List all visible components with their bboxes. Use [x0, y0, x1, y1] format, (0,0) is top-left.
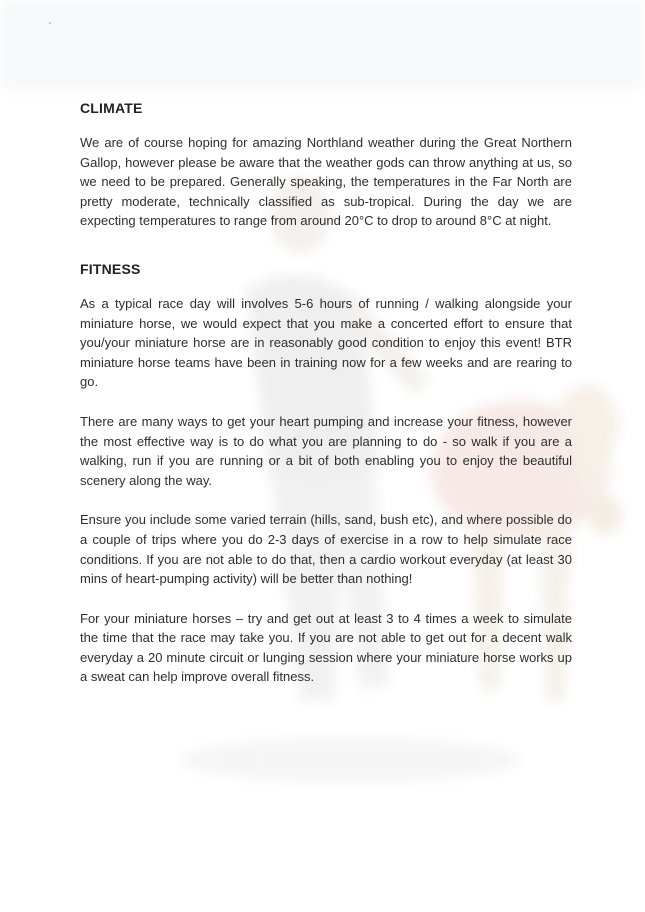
- fitness-paragraph-1: As a typical race day will involves 5-6 hours of running / walking alongside your miniature horse, we would expect that you make a concerted effort to ensure that you/your miniature horse are in reasonably good condition to enjoy this event! BTR miniature horse teams have been in training now for a few weeks and are rearing to go.: [80, 295, 572, 390]
- climate-paragraph: We are of course hoping for amazing Northland weather during the Great Northern Gallop, however please be aware that the weather gods can throw anything at us, so we need to be prepared. Generally speaking, the temperatures in the Far North are pretty moderate, technically classified as sub-tropical. During the day we are expecting temperatures to range from around 20°C to drop to around 8°C at night.: [80, 135, 572, 229]
- climate-section: [80, 100, 572, 231]
- fitness-section: [80, 261, 572, 687]
- scan-speck: [49, 22, 51, 24]
- fitness-paragraph-2: There are many ways to get your heart pumping and increase your fitness, however the most effective way is to do what you are planning to do - so walk if you are a walking, run if you are running or a bit of both enabling you to enjoy the beautiful scenery along the way.: [80, 413, 572, 488]
- section-heading-fitness: FITNESS: [80, 260, 141, 277]
- fitness-paragraph-4: For your miniature horses – try and get out at least 3 to 4 times a week to simulate the time that the race may take you. If you are not able to get out for a decent walk everyday a 20 minute circuit or lunging session where your miniature horse works up a sweat can help improve overall fitness.: [80, 610, 572, 685]
- fitness-paragraph-3: Ensure you include some varied terrain (hills, sand, bush etc), and where possible do a couple of trips where you do 2-3 days of exercise in a row to help simulate race conditions. If you are not able to do that, then a cardio workout everyday (at least 30 mins of heart-pumping activity) will be better than nothing!: [80, 512, 572, 587]
- document-body: [80, 100, 572, 707]
- section-heading-climate: CLIMATE: [80, 100, 143, 116]
